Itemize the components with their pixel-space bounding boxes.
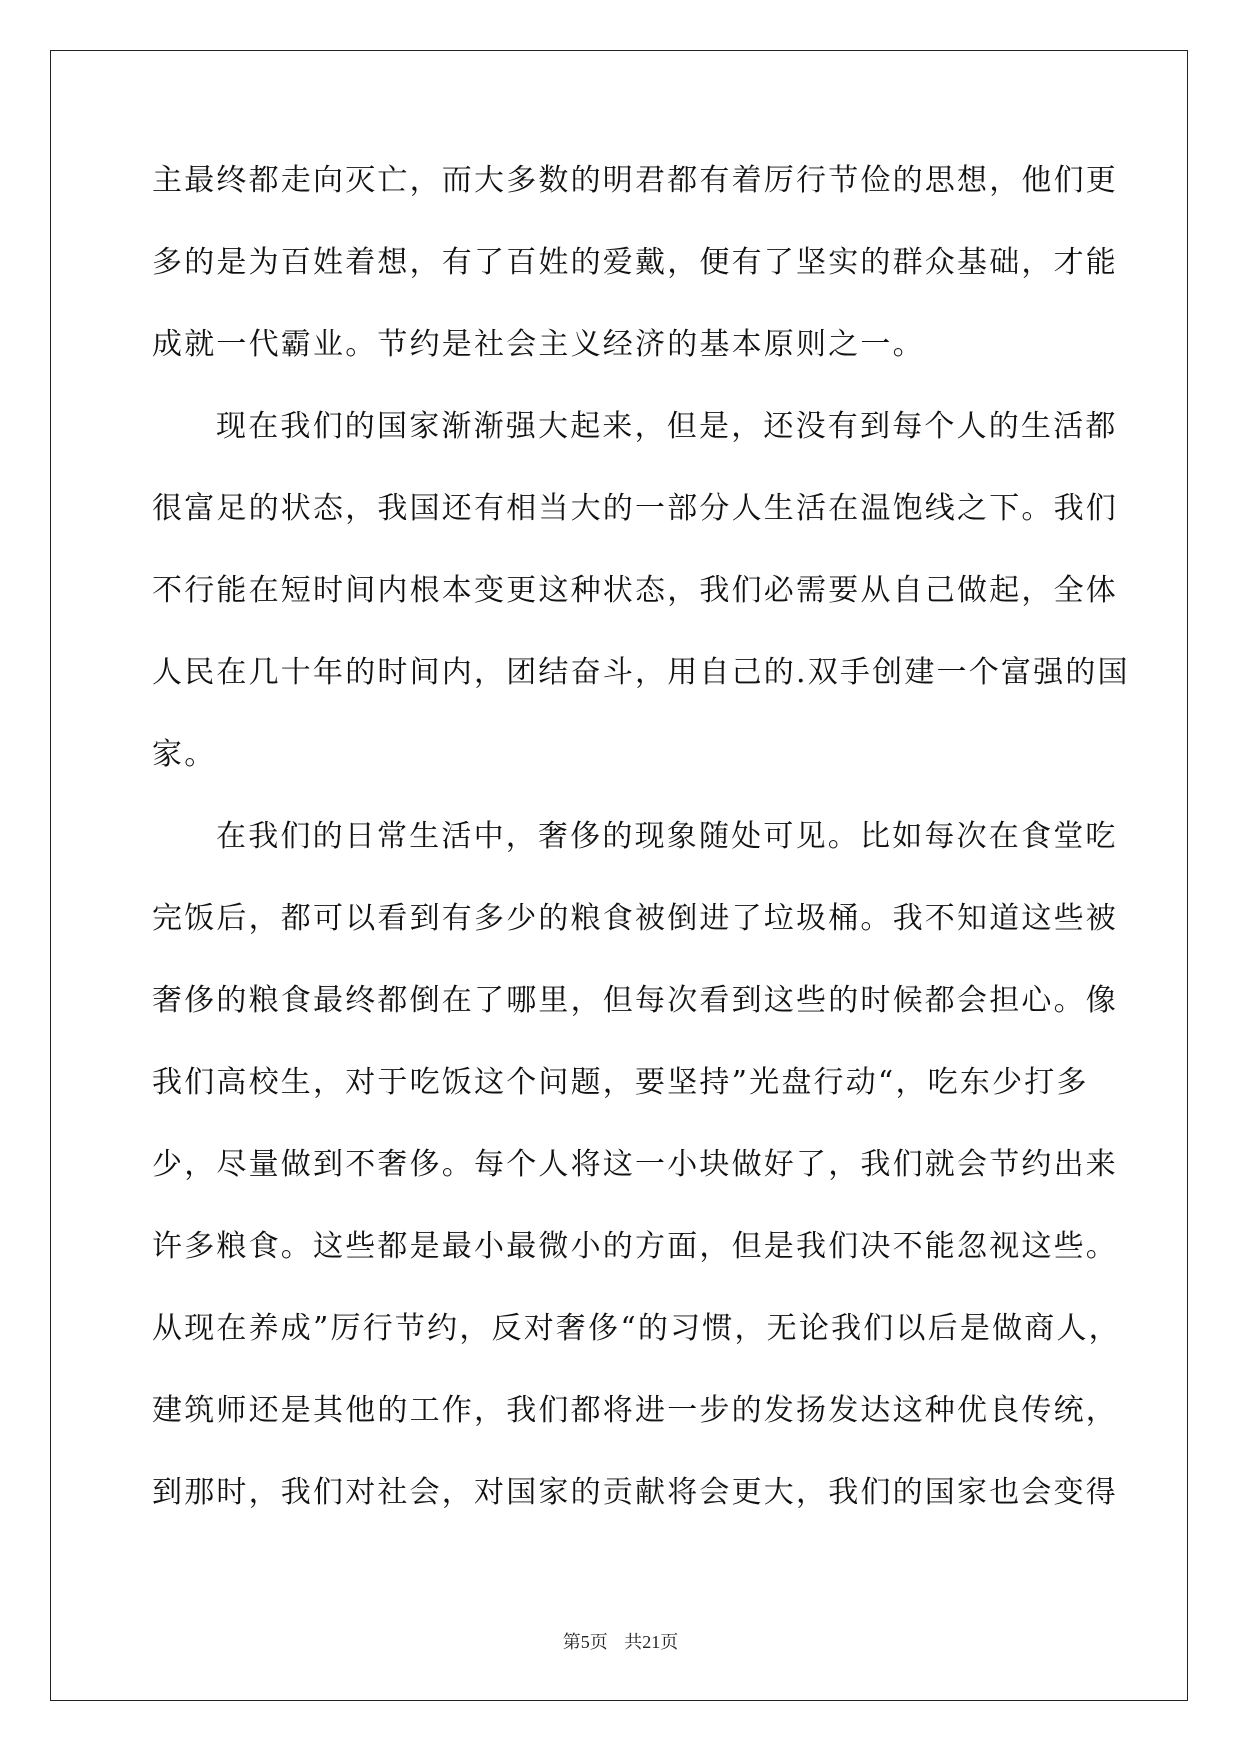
paragraph-start-line: 现在我们的国家渐渐强大起来，但是，还没有到每个人的生活都 [216, 409, 1118, 444]
page-number-current: 第5页 [562, 1632, 608, 1652]
text-line: 不行能在短时间内根本变更这种状态，我们必需要从自己做起，全体 [152, 573, 1118, 608]
text-line: 完饭后，都可以看到有多少的粮食被倒进了垃圾桶。我不知道这些被 [152, 901, 1118, 936]
page-number-total: 共21页 [624, 1632, 679, 1652]
text-line: 从现在养成”厉行节约，反对奢侈“的习惯，无论我们以后是做商人， [152, 1311, 1121, 1346]
text-line: 建筑师还是其他的工作，我们都将进一步的发扬发达这种优良传统， [152, 1393, 1118, 1428]
text-line: 成就一代霸业。节约是社会主义经济的基本原则之一。 [152, 327, 925, 362]
text-line: 多的是为百姓着想，有了百姓的爱戴，便有了坚实的群众基础，才能 [152, 245, 1118, 280]
page-footer [0, 1628, 1241, 1654]
text-line: 少，尽量做到不奢侈。每个人将这一小块做好了，我们就会节约出来 [152, 1147, 1118, 1182]
text-line: 奢侈的粮食最终都倒在了哪里，但每次看到这些的时候都会担心。像 [152, 983, 1118, 1018]
paragraph-start-line: 在我们的日常生活中，奢侈的现象随处可见。比如每次在食堂吃 [216, 819, 1118, 854]
text-line: 许多粮食。这些都是最小最微小的方面，但是我们决不能忽视这些。 [152, 1229, 1118, 1264]
document-body [152, 160, 1130, 1554]
text-line: 人民在几十年的时间内，团结奋斗，用自己的.双手创建一个富强的国 [152, 655, 1130, 690]
text-line: 家。 [152, 737, 217, 772]
text-line: 很富足的状态，我国还有相当大的一部分人生活在温饱线之下。我们 [152, 491, 1118, 526]
text-line: 到那时，我们对社会，对国家的贡献将会更大，我们的国家也会变得 [152, 1475, 1118, 1510]
text-line: 我们高校生，对于吃饭这个问题，要坚持”光盘行动“，吃东少打多 [152, 1065, 1089, 1100]
text-line: 主最终都走向灭亡，而大多数的明君都有着厉行节俭的思想，他们更 [152, 163, 1118, 198]
